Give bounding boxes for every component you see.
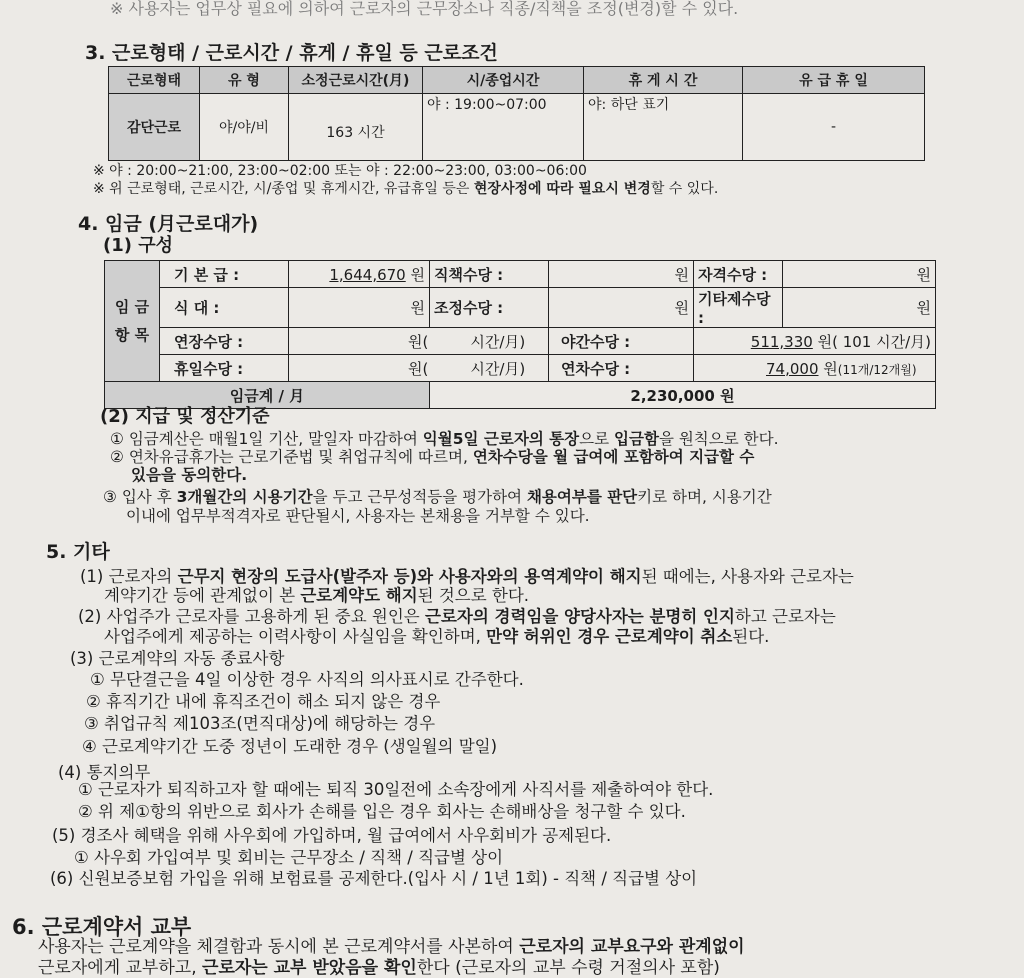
payment-rule-3-cont: 이내에 업무부적격자로 판단될시, 사용자는 본채용을 거부할 수 있다. [126,507,590,525]
header-cell: 유 급 휴 일 [743,67,925,94]
wage-items-label: 임 금 항 목 [105,261,160,382]
misc-item-3-2: ② 휴직기간 내에 휴직조건이 해소 되지 않은 경우 [86,692,441,711]
meal-value: 원 [289,288,430,328]
misc-item-1: (1) 근로자의 근무지 현장의 도급사(발주자 등)와 사용자와의 용역계약이 해지된 때에는, 사용자와 근로자는 [80,567,854,586]
header-cell: 소정근로시간(月) [289,67,423,94]
overtime-value: 원( 시간/月) [289,328,549,355]
basic-pay-value: 1,644,670 원 [289,261,430,288]
overtime-label: 연장수당 : [160,328,289,355]
header-cell: 시/종업시간 [423,67,584,94]
misc-item-4: (4) 통지의무 [58,763,151,782]
table-cell: 야/야/비 [200,94,289,161]
payment-rule-2-cont: 있음을 동의한다. [131,466,248,484]
table-cell: 163 시간 [289,94,423,161]
misc-item-2: (2) 사업주가 근로자를 고용하게 된 중요 원인은 근로자의 경력임을 양당사자는 분명히 인지하고 근로자는 [78,607,836,626]
table-header-row [109,67,925,94]
holiday-allowance-label: 휴일수당 : [160,355,289,382]
section5-title: 5. 기타 [46,541,110,563]
change-note: ※ 위 근로형태, 근로시간, 시/종업 및 휴게시간, 유급휴일 등은 현장사정에 따라 필요시 변경할 수 있다. [93,181,719,197]
table-cell: 야: 하단 표기 [584,94,743,161]
misc-item-3-1: ① 무단결근을 4일 이상한 경우 사직의 의사표시로 간주한다. [90,670,524,689]
wage-table [104,260,936,409]
payment-rule-2: ② 연차유급휴가는 근로기준법 및 취업규칙에 따르며, 연차수당을 월 급여에 포함하여 지급할 수 [110,448,755,466]
table-cell: 감단근로 [109,94,200,161]
section3-title: 3. 근로형태 / 근로시간 / 휴게 / 휴일 등 근로조건 [85,42,498,64]
table-cell: 야 : 19:00~07:00 [423,94,584,161]
position-allowance-value: 원 [549,261,694,288]
other-allowance-value: 원 [783,288,936,328]
misc-item-2-cont: 사업주에게 제공하는 이력사항이 사실임을 확인하며, 만약 허위인 경우 근로계약이 취소된다. [104,627,770,646]
payment-rule-1: ① 임금계산은 매월1일 기산, 말일자 마감하여 익월5일 근로자의 통장으로 입금함을 원칙으로 한다. [110,430,779,448]
work-conditions-table [108,66,925,161]
header-cell: 유 형 [200,67,289,94]
qualification-allowance-value: 원 [783,261,936,288]
other-allowance-label: 기타제수당 : [694,288,783,328]
misc-item-5: (5) 경조사 혜택을 위해 사우회에 가입하며, 월 급여에서 사우회비가 공제된다. [52,826,612,845]
night-allowance-value: 511,330 원( 101 시간/月) [694,328,936,355]
misc-item-3-3: ③ 취업규칙 제103조(면직대상)에 해당하는 경우 [84,714,436,733]
misc-item-5-1: ① 사우회 가입여부 및 회비는 근무장소 / 직책 / 직급별 상이 [74,848,504,867]
total-wage-value: 2,230,000 원 [430,382,936,409]
misc-item-3-4: ④ 근로계약기간 도중 정년이 도래한 경우 (생일월의 말일) [82,737,498,756]
meal-label: 식 대 : [160,288,289,328]
payment-rule-3: ③ 입사 후 3개월간의 시용기간을 두고 근무성적등을 평가하여 채용여부를 판단키로 하며, 시용기간 [103,488,772,506]
adjustment-allowance-value: 원 [549,288,694,328]
adjustment-allowance-label: 조정수당 : [430,288,549,328]
misc-item-3: (3) 근로계약의 자동 종료사항 [70,649,285,668]
qualification-allowance-label: 자격수당 : [694,261,783,288]
top-note: ※ 사용자는 업무상 필요에 의하여 근로자의 근무장소나 직종/직책을 조정(변경)할 수 있다. [110,0,739,18]
misc-item-4-1: ① 근로자가 퇴직하고자 할 때에는 퇴직 30일전에 소속장에게 사직서를 제출하여야 한다. [78,780,714,799]
break-time-note: ※ 야 : 20:00~21:00, 23:00~02:00 또는 야 : 22:00~23:00, 03:00~06:00 [93,163,587,179]
misc-item-6: (6) 신원보증보험 가입을 위해 보험료를 공제한다.(입사 시 / 1년 1회) - 직책 / 직급별 상이 [50,869,698,888]
header-cell: 근로형태 [109,67,200,94]
position-allowance-label: 직책수당 : [430,261,549,288]
table-row [109,94,925,161]
total-wage-label: 임금계 / 月 [105,382,430,409]
basic-pay-label: 기 본 급 : [160,261,289,288]
night-allowance-label: 야간수당 : [549,328,694,355]
contract-delivery-line-1: 사용자는 근로계약을 체결함과 동시에 본 근로계약서를 사본하여 근로자의 교부요구와 관계없이 [38,937,745,957]
payment-subtitle: (2) 지급 및 정산기준 [100,406,270,427]
table-cell: - [743,94,925,161]
composition-subtitle: (1) 구성 [103,235,174,256]
section4-title: 4. 임금 (月근로대가) [78,213,259,235]
holiday-allowance-value: 원( 시간/月) [289,355,549,382]
contract-delivery-line-2: 근로자에게 교부하고, 근로자는 교부 받았음을 확인한다 (근로자의 교부 수령 거절의사 포함) [38,958,720,978]
annual-leave-allowance-value: 74,000 원(11개/12개월) [694,355,936,382]
misc-item-1-cont: 계약기간 등에 관계없이 본 근로계약도 해지된 것으로 한다. [104,586,530,605]
misc-item-4-2: ② 위 제①항의 위반으로 회사가 손해를 입은 경우 회사는 손해배상을 청구할 수 있다. [78,802,686,821]
section6-title: 6. 근로계약서 교부 [12,915,192,939]
annual-leave-allowance-label: 연차수당 : [549,355,694,382]
header-cell: 휴 게 시 간 [584,67,743,94]
